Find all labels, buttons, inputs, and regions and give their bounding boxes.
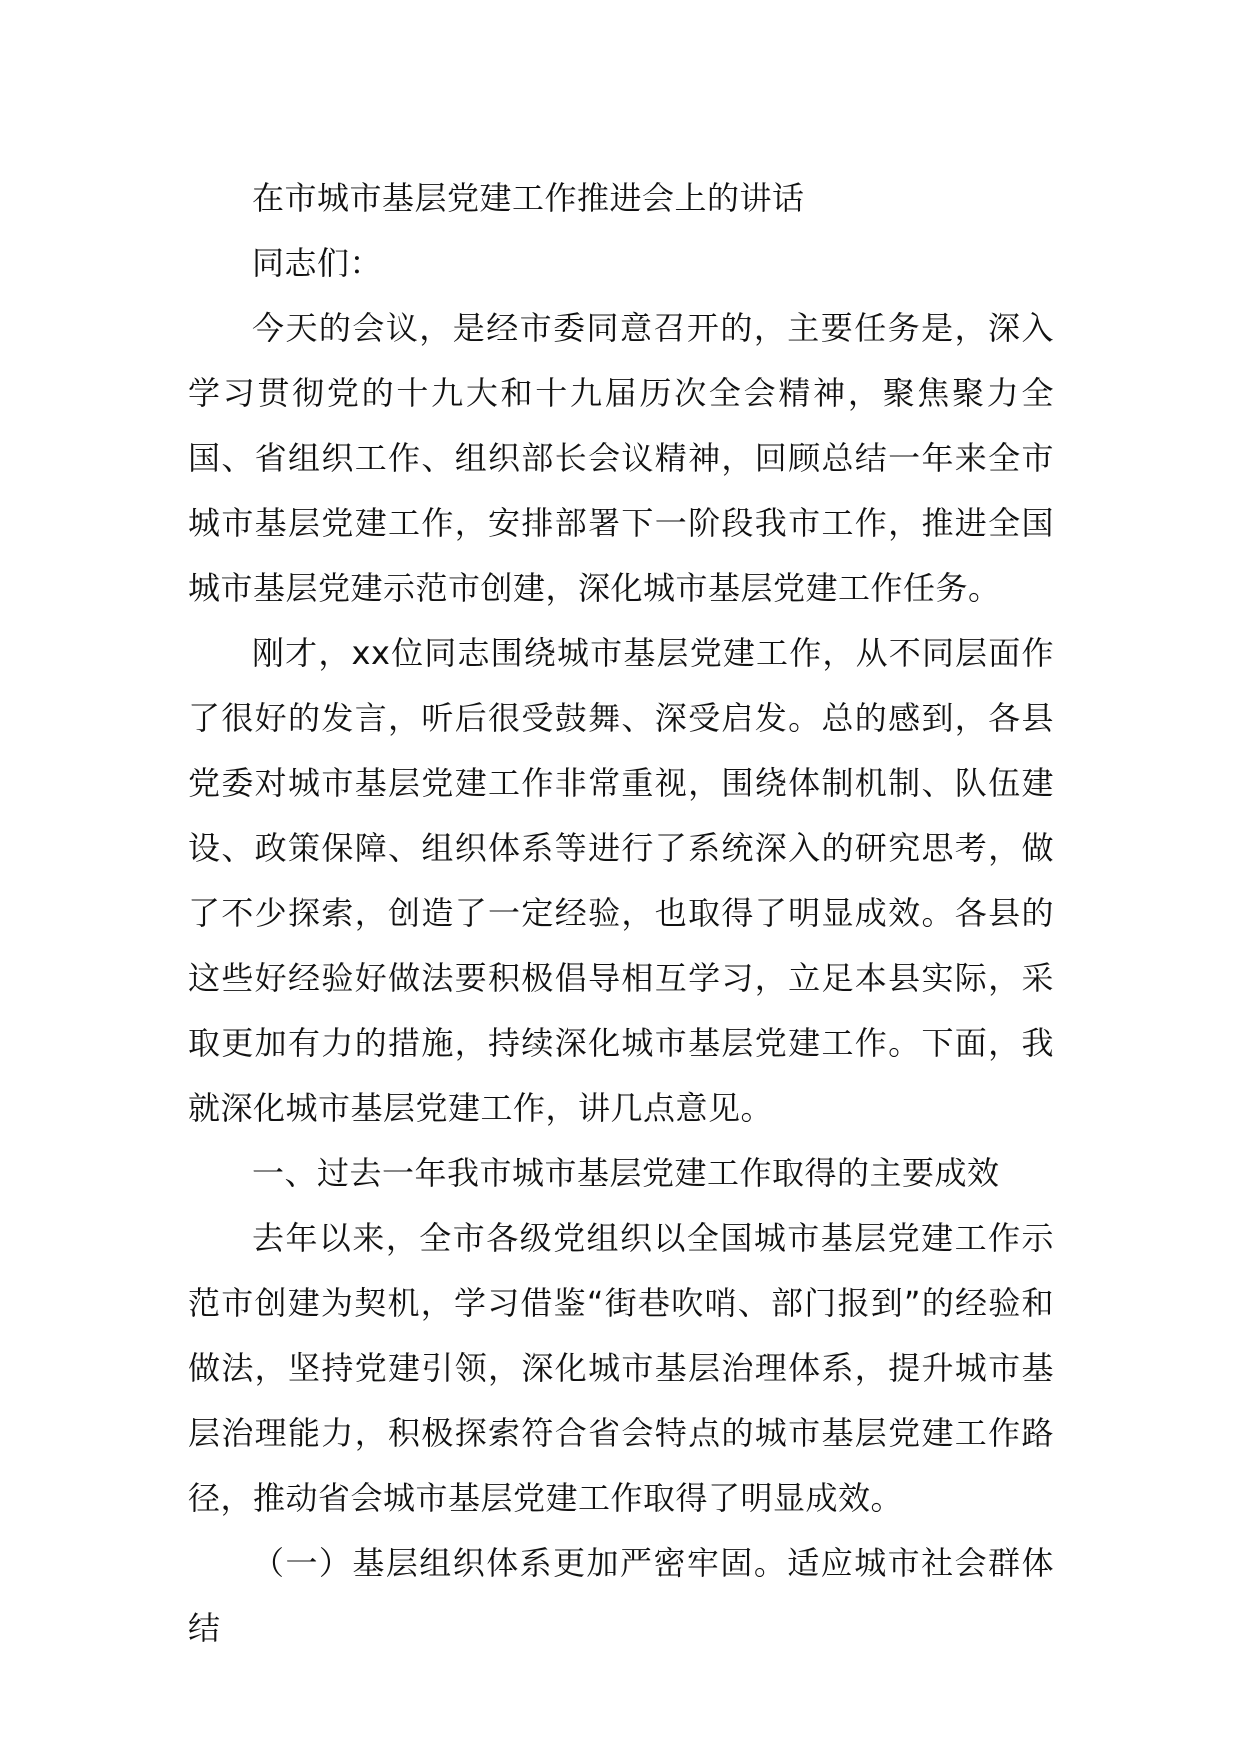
subsection-heading-1: （一）基层组织体系更加严密牢固。适应城市社会群体结 bbox=[188, 1544, 1054, 1647]
document-body bbox=[188, 166, 1054, 1661]
paragraph-achievements: 去年以来，全市各级党组织以全国城市基层党建工作示范市创建为契机，学习借鉴“街巷吹哨、部门报到”的经验和做法，坚持党建引领，深化城市基层治理体系，提升城市基层治理能力，积极探索符合省会特点的城市基层党建工作路径，推动省会城市基层党建工作取得了明显成效。 bbox=[188, 1219, 1054, 1517]
document-title: 在市城市基层党建工作推进会上的讲话 bbox=[252, 179, 805, 217]
salutation: 同志们： bbox=[252, 244, 383, 282]
section-heading-1: 一、过去一年我市城市基层党建工作取得的主要成效 bbox=[252, 1154, 1000, 1192]
paragraph-comments: 刚才，xx位同志围绕城市基层党建工作，从不同层面作了很好的发言，听后很受鼓舞、深受启发。总的感到，各县党委对城市基层党建工作非常重视，围绕体制机制、队伍建设、政策保障、组织体系等进行了系统深入的研究思考，做了不少探索，创造了一定经验，也取得了明显成效。各县的这些好经验好做法要积极倡导相互学习，立足本县实际，采取更加有力的措施，持续深化城市基层党建工作。下面，我就深化城市基层党建工作，讲几点意见。 bbox=[188, 634, 1054, 1127]
paragraph-opening: 今天的会议，是经市委同意召开的，主要任务是，深入学习贯彻党的十九大和十九届历次全会精神，聚焦聚力全国、省组织工作、组织部长会议精神，回顾总结一年来全市城市基层党建工作，安排部署下一阶段我市工作，推进全国城市基层党建示范市创建，深化城市基层党建工作任务。 bbox=[188, 309, 1054, 607]
